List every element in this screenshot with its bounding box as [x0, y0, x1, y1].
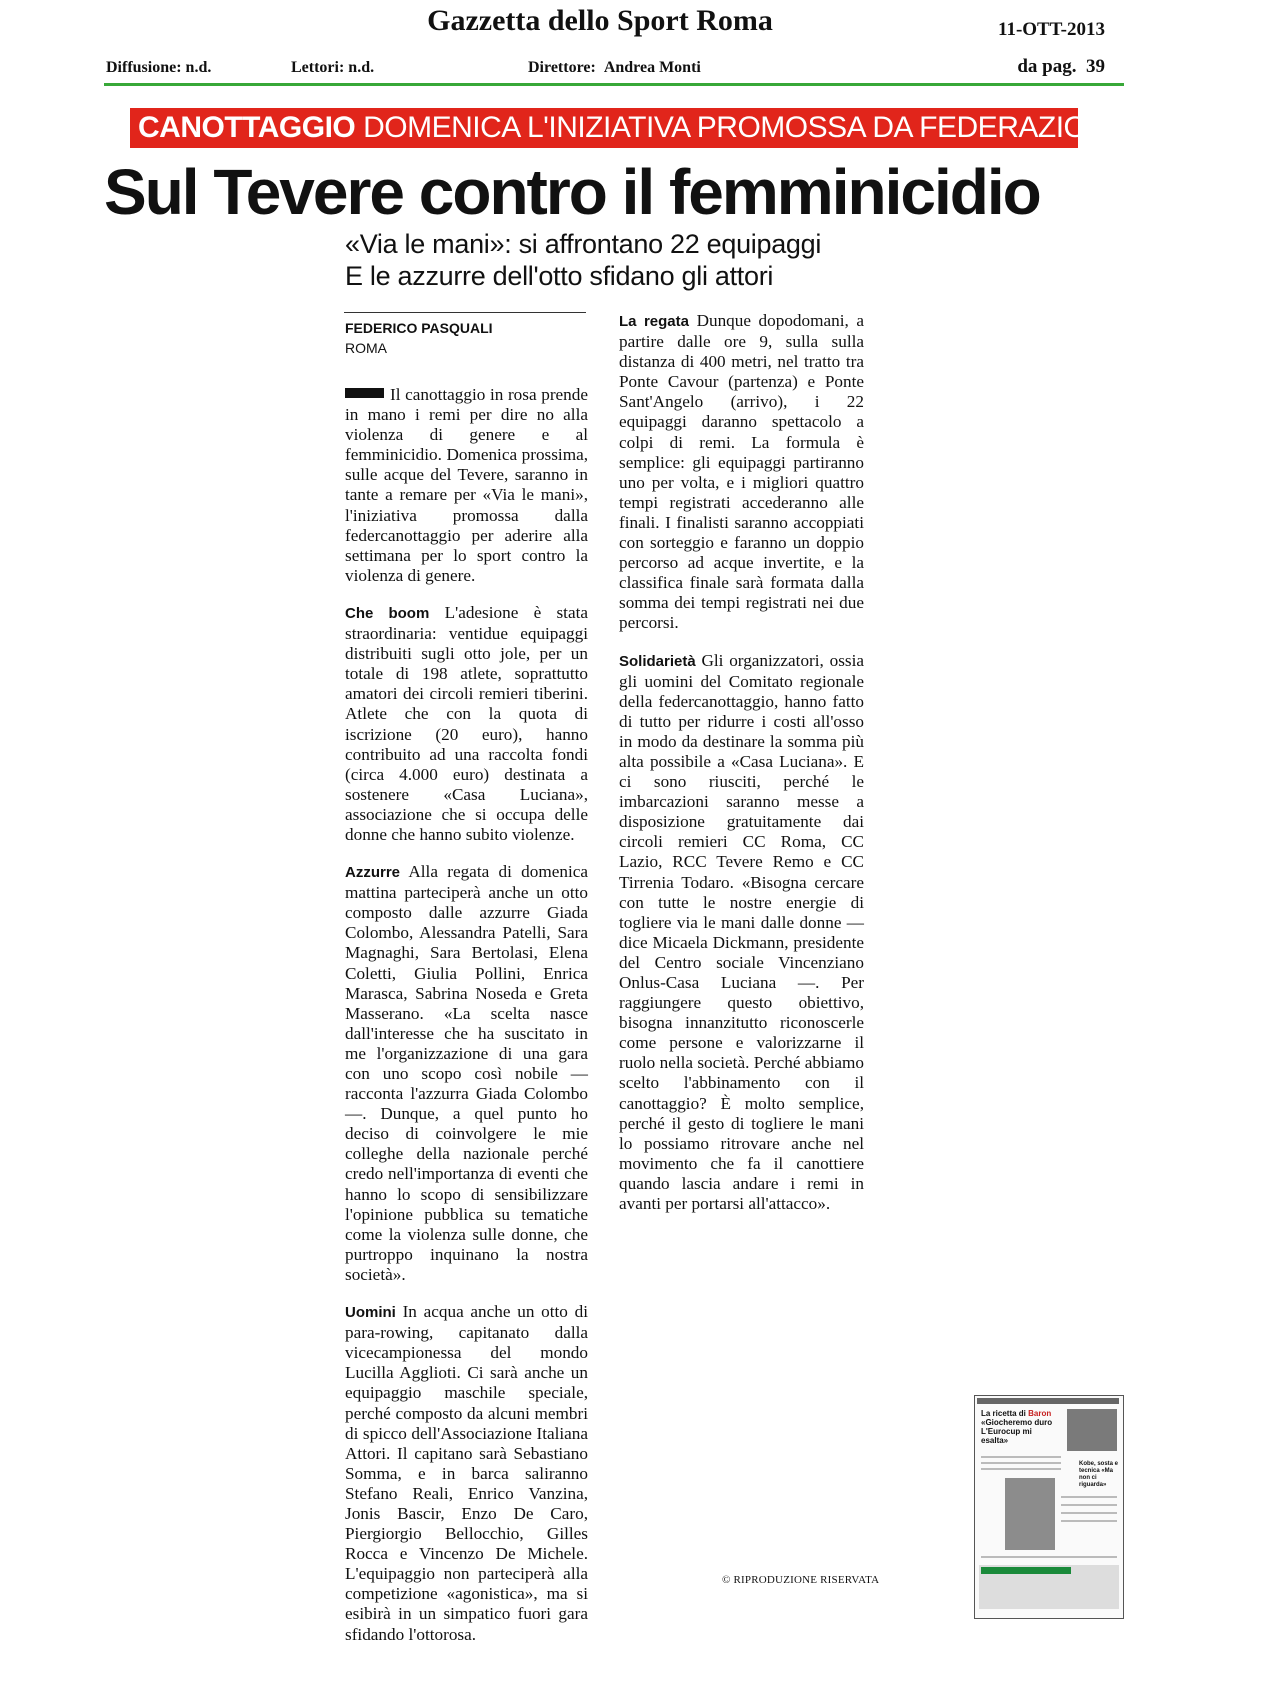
kicker-banner — [130, 108, 1280, 148]
subhead-line-1: «Via le mani»: si affrontano 22 equipaggi — [345, 229, 822, 259]
thumbnail-photo — [1067, 1409, 1117, 1451]
clipping-header — [0, 0, 1200, 100]
direttore-label — [528, 59, 701, 77]
thumbnail-text-line — [1061, 1512, 1117, 1514]
thumbnail-side-tag: Kobe, sosta e tecnica «Ma non ci riguarda» — [1079, 1461, 1119, 1488]
direttore-caption: Direttore: — [528, 59, 596, 76]
thumbnail-text-line — [1061, 1520, 1117, 1522]
byline — [345, 318, 493, 358]
runin-heading: La regata — [619, 313, 689, 330]
runin-heading: Azzurre — [345, 864, 401, 882]
page-label: da pag. — [1017, 56, 1077, 77]
kicker-section: CANOTTAGGIO — [138, 111, 356, 144]
article-subhead — [345, 228, 821, 292]
direttore-name: Andrea Monti — [603, 59, 701, 76]
thumbnail-title-quote: «Giocheremo duro L'Eurocup mi esalta» — [981, 1418, 1053, 1445]
paragraph-text: Alla regata di domenica mattina parteciperà anche un otto composto dalle azzurre Giada Colombo, Alessandra Patelli, Sara Magnaghi, Sara Bertolasi, Elena Coletti, Giulia Pollini, Enrica Marasca, Sabrina Noseda e Greta Masserano. «La scelta nasce dall'interesse che ha suscitato in me l'organizzazione di una gara con uno scopo così nobile — racconta l'azzurra Giada Colombo —. Dunque, a quel punto ho deciso di coinvolgere le mie colleghe della nazionale perché credo nell'importanza di eventi che hanno lo scopo di sensibilizzare l'opinione pubblica su tematiche come la violenza sulle donne, che purtroppo inquinano la nostra società». — [345, 862, 588, 1284]
thumbnail-title — [981, 1409, 1061, 1445]
thumbnail-text-line — [1061, 1496, 1117, 1498]
thumbnail-text-line — [981, 1468, 1061, 1470]
publication-name: Gazzetta dello Sport Roma — [427, 4, 773, 37]
byline-divider — [344, 312, 586, 313]
thumbnail-article-headline — [981, 1567, 1071, 1574]
paragraph-uomini — [345, 1302, 588, 1645]
thumbnail-text-line — [1061, 1504, 1117, 1506]
copyright-notice: © RIPRODUZIONE RISERVATA — [722, 1574, 880, 1586]
lead-marker — [345, 388, 384, 398]
article-column-1 — [345, 385, 588, 1662]
paragraph-la-regata — [619, 311, 864, 634]
page-thumbnail — [974, 1395, 1124, 1619]
thumbnail-text-line — [981, 1462, 1061, 1464]
paragraph-text: L'adesione è stata straordinaria: ventidue equipaggi distribuiti sugli otto jole, per un totale di 198 atlete, soprattutto amatori dei circoli remieri tiberini. Atlete che con la quota di iscrizione (20 euro), hanno contribuito ad una raccolta fondi (circa 4.000 euro) destinata a sostenere «Casa Luciana», associazione che si occupa delle donne che hanno subito violenze. — [345, 602, 588, 844]
thumbnail-text-line — [981, 1556, 1117, 1558]
thumbnail-title-name: Baron — [1028, 1409, 1052, 1418]
runin-heading: Che boom — [345, 604, 430, 622]
paragraph-azzurre — [345, 862, 588, 1285]
diffusione-label: Diffusione: n.d. — [106, 59, 212, 76]
paragraph-che-boom — [345, 603, 588, 845]
paragraph-intro — [345, 385, 588, 586]
thumbnail-text-line — [981, 1456, 1061, 1458]
paragraph-text: Dunque dopodomani, a partire dalle ore 9, sulla sulla distanza di 400 metri, nel tratto tra Ponte Cavour (partenza) e Ponte Sant'Angelo (arrivo), i 22 equipaggi daranno spettacolo a colpi di remi. La formula è semplice: gli equipaggi partiranno uno per volta, e i migliori quattro tempi registrati accederanno alle finali. I finalisti saranno accoppiati con sorteggio e faranno un doppio percorso ad acque invertite, e la classifica finale sarà formata dalla somma dei tempi registrati nei due percorsi. — [619, 311, 864, 633]
thumbnail-top-bar — [977, 1398, 1119, 1404]
author-name: FEDERICO PASQUALI — [345, 320, 493, 336]
thumbnail-player-photo — [1005, 1478, 1055, 1550]
paragraph-text: Il canottaggio in rosa prende in mano i remi per dire no alla violenza di genere e al femminicidio. Domenica prossima, sulle acque del Tevere, saranno in tante a remare per «Via le mani», l'iniziativa promossa dalla federcanottaggio per aderire alla settimana per lo sport contro la violenza di genere. — [345, 385, 588, 585]
header-divider — [104, 83, 1124, 86]
paragraph-text: Gli organizzatori, ossia gli uomini del Comitato regionale della federcanottaggio, hanno fatto di tutto per ridurre i costi all'osso in modo da destinare la somma più alta possibile a «Casa Luciana». E ci sono riusciti, perché le imbarcazioni saranno messe a disposizione gratuitamente dai circoli remieri CC Roma, CC Lazio, RCC Tevere Remo e CC Tirrenia Todaro. «Bisogna cercare con tutte le nostre energie di togliere via le mani dalle donne — dice Micaela Dickmann, presidente del Centro sociale Vincenziano Onlus-Casa Luciana —. Per raggiungere questo obiettivo, bisogna innanzitutto riconoscerle come persone e valorizzarne il ruolo nella società. Perché abbiamo scelto l'abbinamento con il canottaggio? È molto semplice, perché il gesto di togliere le mani lo possiamo ritrovare anche nel movimento che fa il canottiere quando lascia andare i remi in avanti per portarsi all'attacco». — [619, 650, 864, 1214]
thumbnail-title-prefix: La ricetta di — [981, 1409, 1026, 1418]
runin-heading: Solidarietà — [619, 652, 696, 670]
article-headline: Sul Tevere contro il femminicidio — [104, 156, 1040, 228]
paragraph-text: In acqua anche un otto di para-rowing, capitanato dalla vicecampionessa del mondo Lucilla Agglioti. Ci sarà anche un equipaggio maschile speciale, perché composto da alcuni membri di spicco dell'Associazione Italiana Attori. Il capitano sarà Sebastiano Somma, e in barca saliranno Stefano Reali, Enrico Vanzina, Jonis Bascir, Enzo De Caro, Piergiorgio Bellocchio, Gilles Rocca e Vincenzo De Michele. L'equipaggio non parteciperà alla competizione «agonistica», ma si esibirà in un simpatico fuori gara sfidando l'ottorosa. — [345, 1302, 588, 1644]
lettori-label: Lettori: n.d. — [291, 59, 375, 76]
page-number: 39 — [1086, 56, 1105, 77]
runin-heading: Uomini — [345, 1304, 396, 1322]
page-reference — [1017, 56, 1105, 78]
paragraph-solidarieta — [619, 651, 864, 1215]
article-column-2 — [619, 311, 864, 1231]
kicker-text: DOMENICA L'INIZIATIVA PROMOSSA DA FEDERAZIONE E CIRCOLI — [363, 111, 1280, 144]
publication-date: 11-OTT-2013 — [998, 19, 1105, 40]
subhead-line-2: E le azzurre dell'otto sfidano gli attori — [345, 261, 774, 291]
dateline: ROMA — [345, 340, 387, 356]
